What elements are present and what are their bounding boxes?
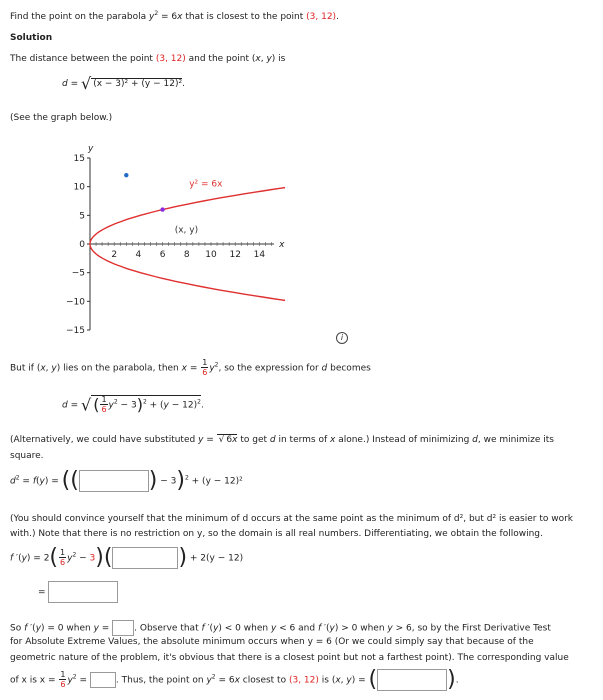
absolute-min-line: for Absolute Extreme Values, the absolute minimum occurs when y = 6 (Or we could simply say that because of the xyxy=(10,637,534,647)
y-axis-label: y xyxy=(88,144,94,154)
curve-label: y² = 6x xyxy=(189,179,223,190)
final-answer-line: of x is x = $\frac{1}{6}$ $y^2$ = . Thus, the point on $y^2 = 6x$ closest to (3, 12) is (x, y) = ( ). xyxy=(10,667,459,692)
alternatively-line2: square. xyxy=(10,451,44,461)
curve-point-dot xyxy=(160,207,164,211)
critical-point-line: So f ′(y) = 0 when y = . Observe that f ′(y) < 0 when y < 6 and f ′(y) > 0 when y > 6, so by the First Derivative Test xyxy=(10,620,551,636)
x-tick-label: 8 xyxy=(183,250,190,260)
f-inner-answer-input[interactable] xyxy=(79,470,149,492)
x-tick-label: 4 xyxy=(135,250,142,260)
critical-y-input[interactable] xyxy=(112,620,134,636)
distance-sentence: The distance between the point (3, 12) and the point (x, y) is xyxy=(10,54,286,64)
f-expression: $d^2 = f(y)$ = (( ) − 3)$^2$ + (y − 12)² xyxy=(10,468,243,493)
y-tick-label: 0 xyxy=(79,240,85,250)
x-axis-label: x xyxy=(279,240,285,250)
x-value-input[interactable] xyxy=(90,672,116,688)
closest-point-input[interactable] xyxy=(377,669,447,691)
info-icon[interactable]: i xyxy=(336,332,348,344)
x-tick-label: 10 xyxy=(205,250,217,260)
derivative-simplified-input[interactable] xyxy=(48,581,118,603)
x-tick-label: 14 xyxy=(253,250,266,260)
point-label: (x, y) xyxy=(174,225,199,236)
target-point: (3, 12) xyxy=(306,12,337,22)
parabola-graph xyxy=(55,138,285,338)
but-if-sentence: But if (x, y) lies on the parabola, then x = $\frac{1}{6}$ $y^2$, so the expression for d becomes xyxy=(10,358,371,377)
alternatively-line1: (Alternatively, we could have substituted y = √ 6x to get d in terms of x alone.) Instead of minimizing d, we minimize its xyxy=(10,435,554,445)
y-tick-label: 10 xyxy=(73,182,85,193)
x-tick-label: 12 xyxy=(229,250,241,260)
see-graph-note: (See the graph below.) xyxy=(10,113,113,123)
x-tick-label: 2 xyxy=(111,250,118,260)
x-tick-label: 6 xyxy=(159,250,166,260)
solution-heading: Solution xyxy=(10,33,53,43)
y-tick-label: 5 xyxy=(79,211,85,222)
derivative-simplified: = xyxy=(38,581,118,603)
convince-line2: with.) Note that there is no restriction on y, so the domain is all real numbers. Differentiating, we obtain the following. xyxy=(10,529,543,539)
y-tick-label: −15 xyxy=(66,326,85,336)
derivative-factor-input[interactable] xyxy=(112,547,178,569)
distance-formula: d = √ (x − 3)² + (y − 12)². xyxy=(62,74,185,93)
d-substituted-formula: d = √ ( $\frac{1}{6}$ $y^2 - 3)^2 + (y - 12)^2$. xyxy=(62,395,204,415)
geometric-nature-line: geometric nature of the problem, it's obvious that there is a closest point but not a farthest point). The corresponding value xyxy=(10,653,569,663)
y-tick-label: −10 xyxy=(66,297,85,308)
y-tick-label: 15 xyxy=(73,154,85,164)
derivative-expression: f ′(y) = 2( $\frac{1}{6}$ $y^2 - 3$)( ) + 2(y − 12) xyxy=(10,545,244,570)
target-point-dot xyxy=(124,173,128,177)
y-tick-label: −5 xyxy=(71,268,85,279)
problem-statement: Find the point on the parabola $y^2 = 6x$ that is closest to the point (3, 12). xyxy=(10,10,339,22)
convince-line1: (You should convince yourself that the minimum of d occurs at the same point as the minimum of d², but d² is easier to work xyxy=(10,514,574,524)
